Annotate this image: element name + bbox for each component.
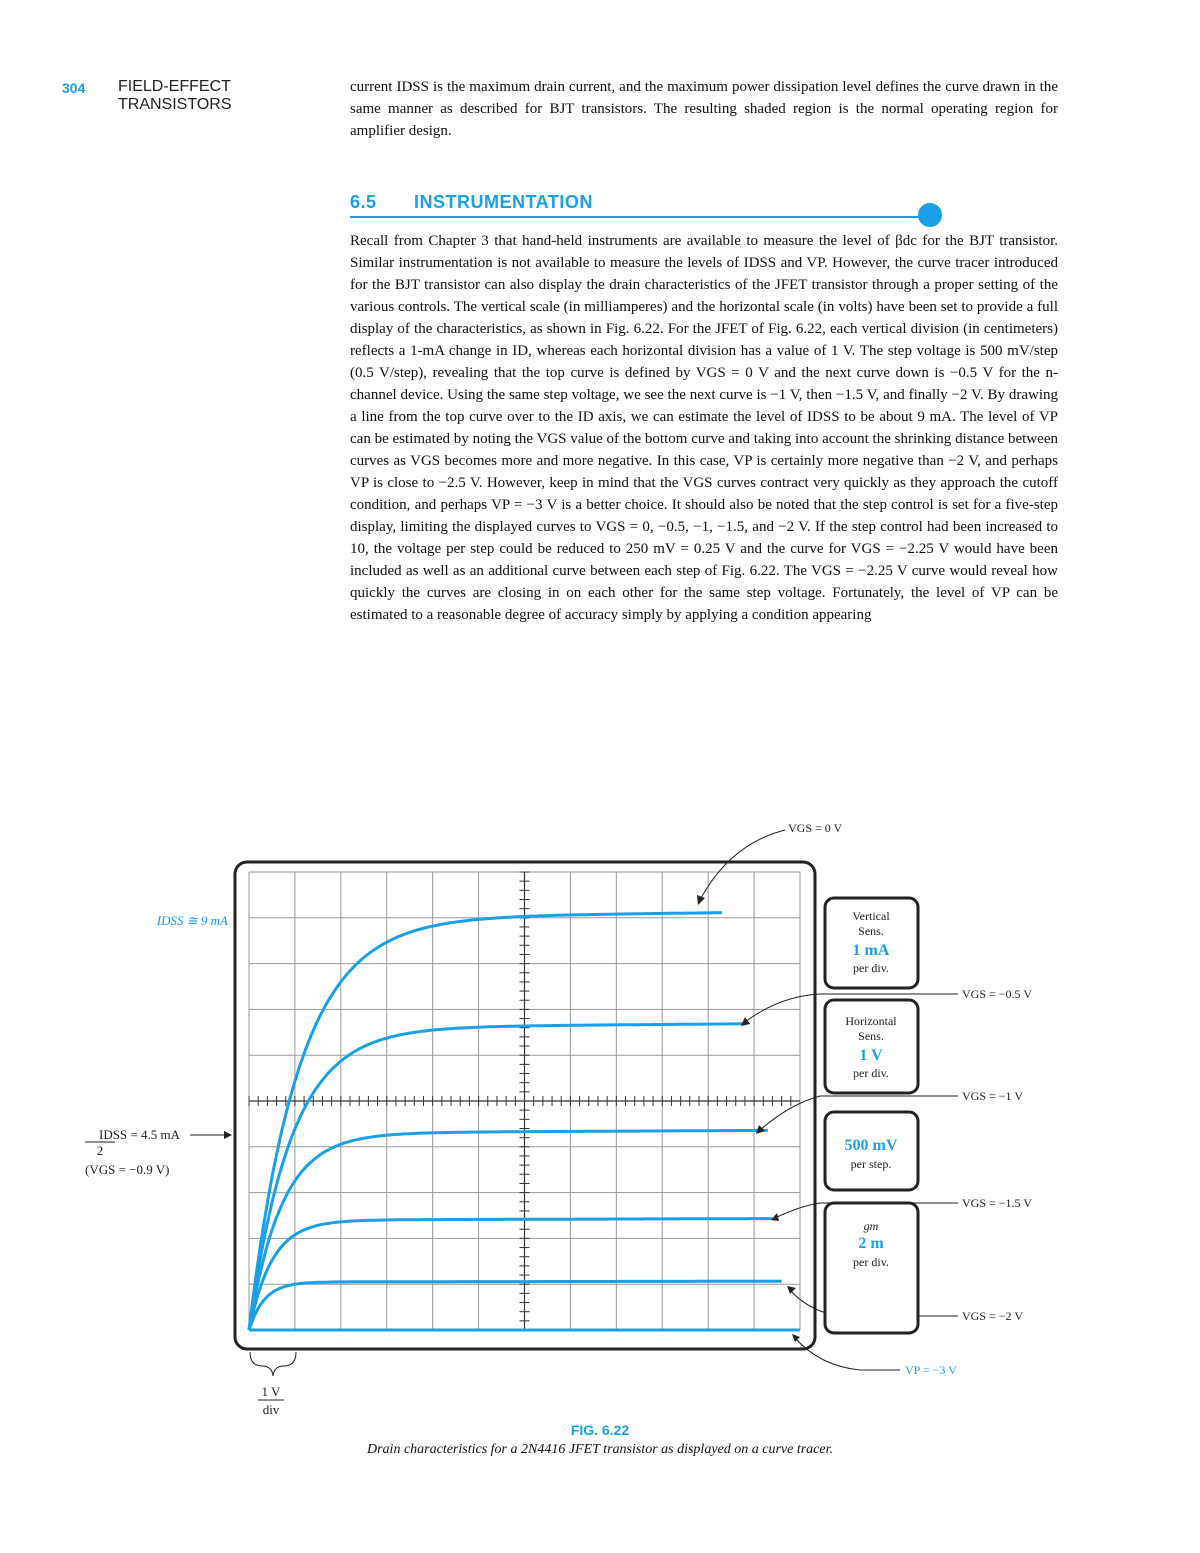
page-number: 304 (62, 80, 86, 96)
figure-caption-text: Drain characteristics for a 2N4416 JFET transistor as displayed on a curve tracer. (367, 1442, 833, 1457)
chapter-heading (118, 78, 232, 114)
step-unit: per step. (850, 1157, 892, 1171)
body-text (350, 230, 1058, 626)
curve-label-vgs-1: VGS = −1 V (962, 1089, 1023, 1103)
horizontal-sens-value: 1 V (859, 1047, 883, 1064)
horiz-div-label-bottom: div (262, 1402, 280, 1417)
gm-unit: per div. (853, 1255, 889, 1269)
vertical-sens-line1: Vertical (852, 909, 890, 923)
figure-caption (0, 1422, 1200, 1458)
horizontal-sens-panel (825, 1000, 918, 1093)
section-heading (350, 192, 940, 218)
curve-label-vgs-05: VGS = −0.5 V (962, 987, 1032, 1001)
gm-value: 2 m (858, 1235, 884, 1252)
chapter-heading-line1: FIELD-EFFECT (118, 78, 231, 95)
curve-label-vgs-0-leader (700, 830, 785, 900)
intro-paragraph: current IDSS is the maximum drain current, and the maximum power dissipation level defines the curve drawn in the same manner as described for BJT transistors. The resulting shaded region is the normal operating region for amplifier design. (350, 79, 1058, 139)
section-title: INSTRUMENTATION (414, 192, 593, 212)
curve-label-vgs-0: VGS = 0 V (788, 821, 843, 835)
horizontal-sens-line2: Sens. (858, 1029, 884, 1043)
curve-0 (249, 913, 722, 1330)
half-idss-vgs: (VGS = −0.9 V) (85, 1162, 170, 1177)
vp-label: VP = −3 V (905, 1363, 957, 1377)
scope-grid (249, 872, 800, 1330)
vertical-sens-line2: Sens. (858, 924, 884, 938)
curve-4 (249, 1281, 782, 1330)
curve-label-vgs-15: VGS = −1.5 V (962, 1196, 1032, 1210)
gm-line1: gm (863, 1219, 879, 1233)
curve-tracer-figure (0, 800, 1200, 1420)
horizontal-sens-line1: Horizontal (845, 1014, 897, 1028)
step-panel (825, 1112, 918, 1190)
horizontal-sens-unit: per div. (853, 1066, 889, 1080)
half-idss-label: IDSS = 4.5 mA (98, 1127, 180, 1142)
curve-2 (249, 1130, 768, 1330)
half-idss-denominator: 2 (96, 1143, 104, 1158)
vertical-sens-value: 1 mA (852, 942, 890, 959)
gm-panel (825, 1203, 918, 1333)
curve-3 (249, 1219, 773, 1330)
chapter-heading-line2: TRANSISTORS (118, 96, 232, 113)
curve-label-vgs-2: VGS = −2 V (962, 1309, 1023, 1323)
figure-label: FIG. 6.22 (570, 1422, 630, 1438)
idss-label: IDSS ≅ 9 mA (156, 913, 228, 928)
vertical-sens-panel (825, 898, 918, 988)
body-paragraph: Recall from Chapter 3 that hand-held instruments are available to measure the level of βdc for the BJT transistor. Similar instrumentation is not available to measure the levels of IDSS and VP. However, the curve tracer introduced for the BJT transistor can also display the drain characteristics of the JFET transistor through a proper setting of the various controls. The vertical scale (in milliamperes) and the horizontal scale (in volts) have been set to provide a full display of the characteristics, as shown in Fig. 6.22. For the JFET of Fig. 6.22, each vertical division (in centimeters) reflects a 1-mA change in ID, whereas each horizontal division has a value of 1 V. The step voltage is 500 mV/step (0.5 V/step), revealing that the top curve is defined by VGS = 0 V and the next curve down is −0.5 V for the n-channel device. Using the same step voltage, we see the next curve is −1 V, then −1.5 V, and finally −2 V. By drawing a line from the top curve over to the ID axis, we can estimate the level of IDSS to be about 9 mA. The level of VP can be estimated by noting the VGS value of the bottom curve and taking into account the shrinking distance between curves as VGS becomes more and more negative. In this case, VP is certainly more negative than −2 V, and perhaps VP is close to −2.5 V. However, keep in mind that the VGS curves contract very quickly as they approach the cutoff condition, and perhaps VP = −3 V is a better choice. It should also be noted that the step control is set for a five-step display, limiting the displayed curves to VGS = 0, −0.5, −1, −1.5, and −2 V. If the step control had been increased to 10, the voltage per step could be reduced to 250 mV = 0.25 V and the curve for VGS = −2.25 V would have been included as well as an additional curve between each step of Fig. 6.22. The VGS = −2.25 V curve would reveal how quickly the curves are closing in on each other for the same step voltage. Fortunately, the level of VP can be estimated to a reasonable degree of accuracy simply by applying a condition appearing (350, 233, 1058, 623)
horiz-div-label-top: 1 V (261, 1384, 281, 1399)
vertical-sens-unit: per div. (853, 961, 889, 975)
step-value: 500 mV (844, 1137, 898, 1154)
section-bullet-icon (918, 203, 942, 227)
section-number: 6.5 (350, 192, 377, 212)
horiz-div-brace (250, 1352, 296, 1376)
